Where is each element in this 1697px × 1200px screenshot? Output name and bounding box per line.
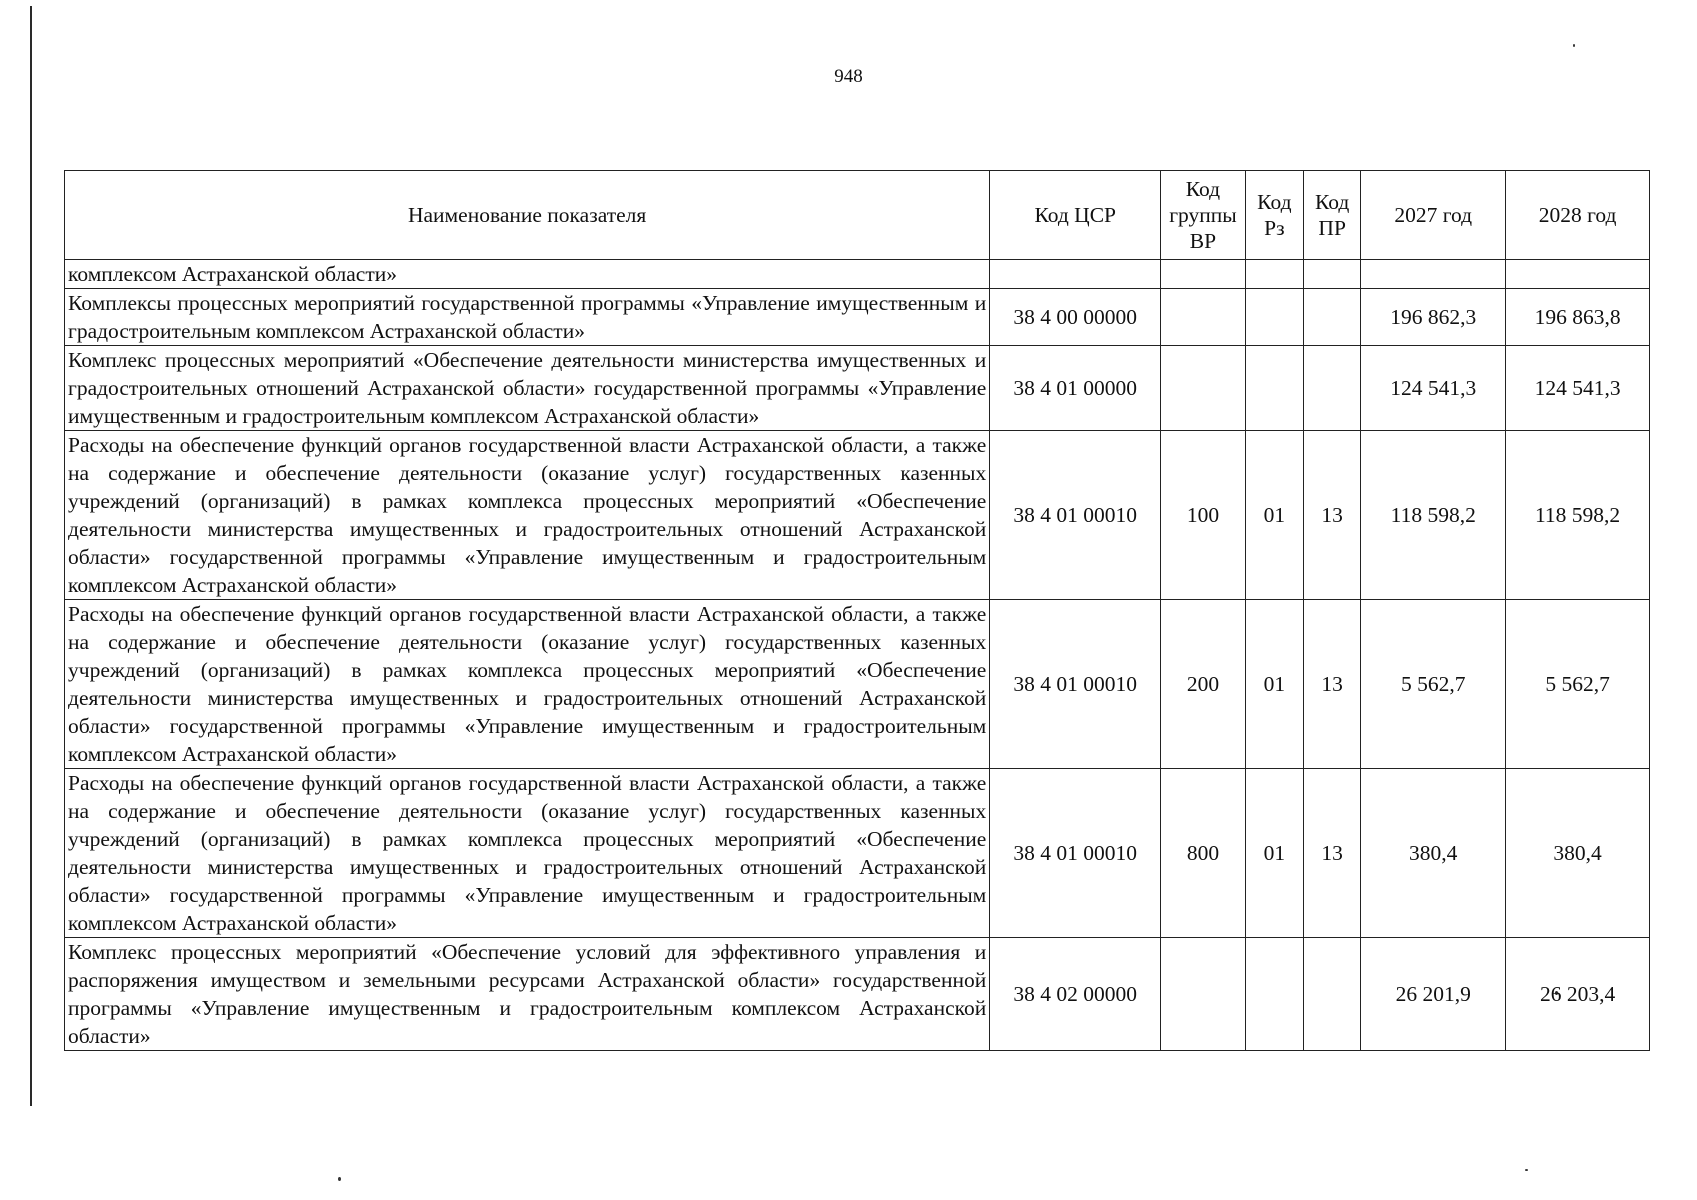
row-vr-code: 200 [1161,600,1245,769]
row-amount-2027: 26 201,9 [1361,938,1506,1051]
row-vr-code [1161,260,1245,289]
table-row [65,431,1650,600]
header-name: Наименование показателя [65,171,990,260]
row-vr-code [1161,289,1245,346]
row-amount-2028: 26 203,4 [1506,938,1650,1051]
row-name: Расходы на обеспечение функций органов государственной власти Астраханской области, а также на содержание и обеспечение деятельности (оказание услуг) государственных казенных учреждений (организаций) в рамках комплекса процессных мероприятий «Обеспечение деятельности министерства имущественных и градостроительных отношений Астраханской области» государственной программы «Управление имущественным и градостроительным комплексом Астраханской области» [65,600,990,769]
row-name: комплексом Астраханской области» [65,260,990,289]
header-rz-code: Код Рз [1245,171,1303,260]
row-amount-2028 [1506,260,1650,289]
row-csr-code [990,260,1161,289]
header-csr-code: Код ЦСР [990,171,1161,260]
row-pr-code [1304,346,1361,431]
row-vr-code [1161,938,1245,1051]
row-amount-2027: 380,4 [1361,769,1506,938]
row-name: Комплекс процессных мероприятий «Обеспечение условий для эффективного управления и распоряжения имуществом и земельными ресурсами Астраханской области» государственной программы «Управление имущественным и градостроительным комплексом Астраханской области» [65,938,990,1051]
table-row [65,346,1650,431]
row-vr-code [1161,346,1245,431]
scan-speck [1573,44,1575,47]
row-pr-code [1304,260,1361,289]
row-amount-2027: 5 562,7 [1361,600,1506,769]
budget-table [64,170,1650,1051]
row-amount-2027 [1361,260,1506,289]
row-csr-code: 38 4 01 00000 [990,346,1161,431]
row-rz-code [1245,938,1303,1051]
row-name: Расходы на обеспечение функций органов государственной власти Астраханской области, а также на содержание и обеспечение деятельности (оказание услуг) государственных казенных учреждений (организаций) в рамках комплекса процессных мероприятий «Обеспечение деятельности министерства имущественных и градостроительных отношений Астраханской области» государственной программы «Управление имущественным и градостроительным комплексом Астраханской области» [65,769,990,938]
row-amount-2028: 196 863,8 [1506,289,1650,346]
row-amount-2028: 380,4 [1506,769,1650,938]
header-year-2027: 2027 год [1361,171,1506,260]
row-pr-code: 13 [1304,769,1361,938]
scan-speck [338,1177,341,1181]
row-amount-2027: 124 541,3 [1361,346,1506,431]
page-number: 948 [834,66,863,87]
row-rz-code: 01 [1245,431,1303,600]
table-row [65,289,1650,346]
table-row [65,938,1650,1051]
binding-margin-line [30,6,32,1106]
row-csr-code: 38 4 01 00010 [990,431,1161,600]
row-rz-code [1245,346,1303,431]
header-pr-code: Код ПР [1304,171,1361,260]
row-rz-code [1245,289,1303,346]
row-amount-2028: 5 562,7 [1506,600,1650,769]
header-year-2028: 2028 год [1506,171,1650,260]
row-pr-code: 13 [1304,600,1361,769]
row-rz-code: 01 [1245,600,1303,769]
row-name: Комплекс процессных мероприятий «Обеспечение деятельности министерства имущественных и градостроительных отношений Астраханской области» государственной программы «Управление имущественным и градостроительным комплексом Астраханской области» [65,346,990,431]
row-amount-2028: 118 598,2 [1506,431,1650,600]
row-rz-code [1245,260,1303,289]
row-csr-code: 38 4 02 00000 [990,938,1161,1051]
row-vr-code: 800 [1161,769,1245,938]
row-pr-code [1304,938,1361,1051]
header-row [65,171,1650,260]
header-vr-group-code: Код группы ВР [1161,171,1245,260]
row-name: Комплексы процессных мероприятий государственной программы «Управление имущественным и градостроительным комплексом Астраханской области» [65,289,990,346]
row-name: Расходы на обеспечение функций органов государственной власти Астраханской области, а также на содержание и обеспечение деятельности (оказание услуг) государственных казенных учреждений (организаций) в рамках комплекса процессных мероприятий «Обеспечение деятельности министерства имущественных и градостроительных отношений Астраханской области» государственной программы «Управление имущественным и градостроительным комплексом Астраханской области» [65,431,990,600]
row-csr-code: 38 4 01 00010 [990,769,1161,938]
table-row [65,260,1650,289]
row-vr-code: 100 [1161,431,1245,600]
table-row [65,600,1650,769]
row-rz-code: 01 [1245,769,1303,938]
row-amount-2027: 196 862,3 [1361,289,1506,346]
table-row [65,769,1650,938]
row-amount-2027: 118 598,2 [1361,431,1506,600]
row-csr-code: 38 4 00 00000 [990,289,1161,346]
row-pr-code: 13 [1304,431,1361,600]
row-pr-code [1304,289,1361,346]
row-csr-code: 38 4 01 00010 [990,600,1161,769]
scan-speck [1525,1169,1528,1171]
row-amount-2028: 124 541,3 [1506,346,1650,431]
